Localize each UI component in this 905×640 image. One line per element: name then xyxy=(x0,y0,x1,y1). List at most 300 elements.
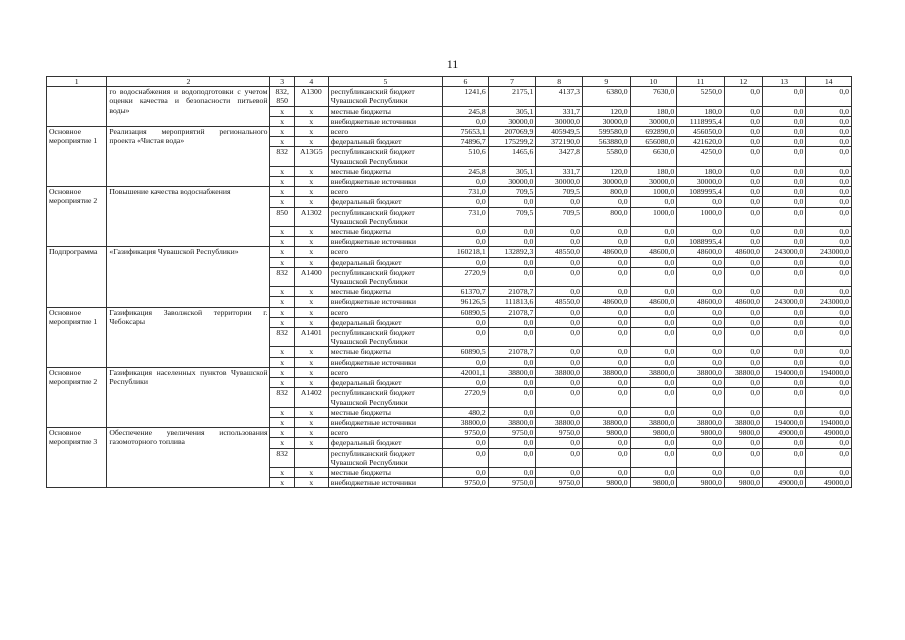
section-name: «Газификация Чувашской Республики» xyxy=(107,247,270,307)
amount-cell: 4137,3 xyxy=(536,87,583,106)
target-article-code: x xyxy=(294,378,328,388)
funding-source: местные бюджеты xyxy=(328,347,442,357)
amount-cell: 0,0 xyxy=(488,317,536,327)
amount-cell: 9800,0 xyxy=(582,428,630,438)
amount-cell: 0,0 xyxy=(443,438,489,448)
amount-cell: 0,0 xyxy=(724,257,762,267)
amount-cell: 0,0 xyxy=(762,438,805,448)
amount-cell: 1118995,4 xyxy=(677,116,725,126)
amount-cell: 48550,0 xyxy=(536,297,583,307)
amount-cell: 30000,0 xyxy=(582,116,630,126)
funding-source: республиканский бюджет Чувашской Республики xyxy=(328,87,442,106)
amount-cell: 0,0 xyxy=(630,317,677,327)
section-name: го водоснабжения и водоподготовки с учетом оценки качества и безопасности питьевой воды» xyxy=(107,87,270,127)
amount-cell: 0,0 xyxy=(536,357,583,367)
amount-cell: 0,0 xyxy=(724,147,762,166)
amount-cell: 30000,0 xyxy=(488,177,536,187)
amount-cell: 0,0 xyxy=(536,197,583,207)
amount-cell: 0,0 xyxy=(630,378,677,388)
amount-cell: 60890,5 xyxy=(443,347,489,357)
amount-cell: 0,0 xyxy=(630,407,677,417)
target-article-code: x xyxy=(294,417,328,427)
gbrs-code: x xyxy=(270,417,294,427)
amount-cell: 48600,0 xyxy=(630,297,677,307)
section-label: Подпрограмма xyxy=(47,247,107,307)
funding-source: всего xyxy=(328,307,442,317)
column-header-3: 3 xyxy=(270,77,294,87)
target-article-code: x xyxy=(294,438,328,448)
gbrs-code: x xyxy=(270,116,294,126)
amount-cell: 0,0 xyxy=(677,197,725,207)
amount-cell: 243000,0 xyxy=(762,247,805,257)
amount-cell: 21078,7 xyxy=(488,287,536,297)
gbrs-code: 850 xyxy=(270,207,294,226)
amount-cell: 1465,6 xyxy=(488,147,536,166)
target-article-code: x xyxy=(294,428,328,438)
amount-cell: 1000,0 xyxy=(630,187,677,197)
target-article-code: А1402 xyxy=(294,388,328,407)
column-header-10: 10 xyxy=(630,77,677,87)
amount-cell: 0,0 xyxy=(677,407,725,417)
amount-cell: 0,0 xyxy=(582,467,630,477)
funding-source: федеральный бюджет xyxy=(328,257,442,267)
amount-cell: 9800,0 xyxy=(582,478,630,488)
amount-cell: 305,1 xyxy=(488,166,536,176)
target-article-code: А1300 xyxy=(294,87,328,106)
funding-source: всего xyxy=(328,187,442,197)
amount-cell: 0,0 xyxy=(762,177,805,187)
amount-cell: 30000,0 xyxy=(630,116,677,126)
amount-cell: 180,0 xyxy=(630,166,677,176)
amount-cell: 0,0 xyxy=(630,267,677,286)
amount-cell: 0,0 xyxy=(630,438,677,448)
amount-cell: 38800,0 xyxy=(677,417,725,427)
amount-cell: 38800,0 xyxy=(677,367,725,377)
gbrs-code: x xyxy=(270,378,294,388)
amount-cell: 38800,0 xyxy=(724,417,762,427)
amount-cell: 38800,0 xyxy=(582,417,630,427)
gbrs-code: x xyxy=(270,428,294,438)
amount-cell: 0,0 xyxy=(677,347,725,357)
amount-cell: 4250,0 xyxy=(677,147,725,166)
amount-cell: 0,0 xyxy=(630,257,677,267)
amount-cell: 0,0 xyxy=(443,257,489,267)
amount-cell: 0,0 xyxy=(724,267,762,286)
page-number: 11 xyxy=(446,57,459,71)
target-article-code xyxy=(294,448,328,467)
amount-cell: 0,0 xyxy=(488,267,536,286)
amount-cell: 0,0 xyxy=(806,347,852,357)
funding-source: внебюджетные источники xyxy=(328,237,442,247)
amount-cell: 48600,0 xyxy=(582,297,630,307)
amount-cell: 692890,0 xyxy=(630,127,677,137)
section-label: Основное мероприятие 1 xyxy=(47,307,107,367)
amount-cell: 0,0 xyxy=(762,147,805,166)
amount-cell: 0,0 xyxy=(488,467,536,477)
gbrs-code: x xyxy=(270,407,294,417)
section-label: Основное мероприятие 3 xyxy=(47,428,107,488)
budget-table xyxy=(46,76,852,488)
amount-cell: 0,0 xyxy=(582,317,630,327)
amount-cell: 0,0 xyxy=(806,328,852,347)
amount-cell: 0,0 xyxy=(724,347,762,357)
target-article-code: x xyxy=(294,478,328,488)
amount-cell: 5580,0 xyxy=(582,147,630,166)
gbrs-code: x xyxy=(270,177,294,187)
amount-cell: 1088995,4 xyxy=(677,237,725,247)
amount-cell: 372190,0 xyxy=(536,137,583,147)
amount-cell: 0,0 xyxy=(762,388,805,407)
amount-cell: 0,0 xyxy=(762,106,805,116)
amount-cell: 0,0 xyxy=(488,227,536,237)
amount-cell: 331,7 xyxy=(536,106,583,116)
amount-cell: 0,0 xyxy=(724,116,762,126)
amount-cell: 0,0 xyxy=(724,127,762,137)
amount-cell: 49000,0 xyxy=(762,428,805,438)
target-article-code: x xyxy=(294,317,328,327)
funding-source: местные бюджеты xyxy=(328,166,442,176)
target-article-code: x xyxy=(294,467,328,477)
amount-cell: 0,0 xyxy=(762,137,805,147)
amount-cell: 0,0 xyxy=(536,448,583,467)
amount-cell: 0,0 xyxy=(677,257,725,267)
section-name: Газификация Заволжской территории г. Чебоксары xyxy=(107,307,270,367)
target-article-code: x xyxy=(294,106,328,116)
section-label xyxy=(47,87,107,127)
funding-source: всего xyxy=(328,127,442,137)
amount-cell: 800,0 xyxy=(582,187,630,197)
target-article-code: x xyxy=(294,307,328,317)
amount-cell: 656080,0 xyxy=(630,137,677,147)
amount-cell: 2175,1 xyxy=(488,87,536,106)
amount-cell: 480,2 xyxy=(443,407,489,417)
table-row xyxy=(47,428,852,438)
amount-cell: 0,0 xyxy=(724,187,762,197)
amount-cell: 0,0 xyxy=(582,438,630,448)
amount-cell: 331,7 xyxy=(536,166,583,176)
amount-cell: 0,0 xyxy=(762,227,805,237)
amount-cell: 0,0 xyxy=(630,347,677,357)
amount-cell: 30000,0 xyxy=(582,177,630,187)
funding-source: всего xyxy=(328,247,442,257)
amount-cell: 0,0 xyxy=(582,328,630,347)
column-header-9: 9 xyxy=(582,77,630,87)
amount-cell: 0,0 xyxy=(806,237,852,247)
amount-cell: 0,0 xyxy=(443,467,489,477)
amount-cell: 0,0 xyxy=(806,116,852,126)
amount-cell: 49000,0 xyxy=(806,428,852,438)
amount-cell: 38800,0 xyxy=(630,417,677,427)
funding-source: внебюджетные источники xyxy=(328,116,442,126)
amount-cell: 709,5 xyxy=(488,207,536,226)
amount-cell: 0,0 xyxy=(724,197,762,207)
amount-cell: 194000,0 xyxy=(762,367,805,377)
amount-cell: 709,5 xyxy=(536,187,583,197)
amount-cell: 0,0 xyxy=(582,287,630,297)
section-label: Основное мероприятие 2 xyxy=(47,367,107,427)
amount-cell: 0,0 xyxy=(677,467,725,477)
amount-cell: 405949,5 xyxy=(536,127,583,137)
table-row xyxy=(47,247,852,257)
section-label: Основное мероприятие 1 xyxy=(47,127,107,187)
amount-cell: 0,0 xyxy=(582,267,630,286)
funding-source: федеральный бюджет xyxy=(328,317,442,327)
amount-cell: 0,0 xyxy=(806,137,852,147)
table-row xyxy=(47,187,852,197)
amount-cell: 0,0 xyxy=(724,378,762,388)
amount-cell: 0,0 xyxy=(724,237,762,247)
amount-cell: 0,0 xyxy=(806,287,852,297)
funding-source: местные бюджеты xyxy=(328,287,442,297)
column-header-14: 14 xyxy=(806,77,852,87)
section-name: Газификация населенных пунктов Чувашской Республики xyxy=(107,367,270,427)
amount-cell: 180,0 xyxy=(630,106,677,116)
section-name: Реализация мероприятий регионального проекта «Чистая вода» xyxy=(107,127,270,187)
table-row xyxy=(47,307,852,317)
amount-cell: 0,0 xyxy=(488,357,536,367)
amount-cell: 0,0 xyxy=(536,438,583,448)
amount-cell: 0,0 xyxy=(677,307,725,317)
target-article-code: x xyxy=(294,127,328,137)
amount-cell: 0,0 xyxy=(724,227,762,237)
amount-cell: 0,0 xyxy=(630,237,677,247)
amount-cell: 0,0 xyxy=(536,227,583,237)
amount-cell: 0,0 xyxy=(536,407,583,417)
amount-cell: 48600,0 xyxy=(677,297,725,307)
amount-cell: 49000,0 xyxy=(806,478,852,488)
amount-cell: 0,0 xyxy=(488,237,536,247)
target-article-code: x xyxy=(294,347,328,357)
gbrs-code: 832 xyxy=(270,448,294,467)
gbrs-code: x xyxy=(270,438,294,448)
funding-source: республиканский бюджет Чувашской Республики xyxy=(328,328,442,347)
amount-cell: 0,0 xyxy=(724,207,762,226)
gbrs-code: x xyxy=(270,467,294,477)
amount-cell: 0,0 xyxy=(724,328,762,347)
amount-cell: 0,0 xyxy=(488,448,536,467)
amount-cell: 0,0 xyxy=(677,378,725,388)
target-article-code: x xyxy=(294,297,328,307)
amount-cell: 0,0 xyxy=(677,227,725,237)
gbrs-code: 832 xyxy=(270,388,294,407)
amount-cell: 0,0 xyxy=(677,287,725,297)
funding-source: внебюджетные источники xyxy=(328,297,442,307)
amount-cell: 175299,2 xyxy=(488,137,536,147)
amount-cell: 0,0 xyxy=(488,378,536,388)
amount-cell: 0,0 xyxy=(630,287,677,297)
amount-cell: 709,5 xyxy=(536,207,583,226)
column-header-11: 11 xyxy=(677,77,725,87)
column-header-7: 7 xyxy=(488,77,536,87)
amount-cell: 1000,0 xyxy=(630,207,677,226)
target-article-code: x xyxy=(294,237,328,247)
amount-cell: 0,0 xyxy=(806,87,852,106)
amount-cell: 0,0 xyxy=(630,227,677,237)
funding-source: всего xyxy=(328,428,442,438)
amount-cell: 0,0 xyxy=(582,388,630,407)
amount-cell: 1089995,4 xyxy=(677,187,725,197)
amount-cell: 9750,0 xyxy=(536,428,583,438)
column-header-6: 6 xyxy=(443,77,489,87)
amount-cell: 0,0 xyxy=(806,177,852,187)
gbrs-code: 832 xyxy=(270,328,294,347)
amount-cell: 9800,0 xyxy=(724,428,762,438)
funding-source: внебюджетные источники xyxy=(328,357,442,367)
gbrs-code: 832, 850 xyxy=(270,87,294,106)
target-article-code: x xyxy=(294,357,328,367)
funding-source: федеральный бюджет xyxy=(328,378,442,388)
amount-cell: 0,0 xyxy=(536,378,583,388)
funding-source: республиканский бюджет Чувашской Республики xyxy=(328,388,442,407)
amount-cell: 800,0 xyxy=(582,207,630,226)
amount-cell: 0,0 xyxy=(582,307,630,317)
amount-cell: 0,0 xyxy=(724,467,762,477)
column-header-5: 5 xyxy=(328,77,442,87)
amount-cell: 38800,0 xyxy=(536,417,583,427)
amount-cell: 48600,0 xyxy=(630,247,677,257)
amount-cell: 30000,0 xyxy=(677,177,725,187)
amount-cell: 0,0 xyxy=(724,166,762,176)
amount-cell: 48550,0 xyxy=(536,247,583,257)
funding-source: республиканский бюджет Чувашской Республики xyxy=(328,207,442,226)
amount-cell: 180,0 xyxy=(677,166,725,176)
funding-source: республиканский бюджет Чувашской Республики xyxy=(328,448,442,467)
amount-cell: 0,0 xyxy=(488,197,536,207)
amount-cell: 0,0 xyxy=(762,287,805,297)
gbrs-code: x xyxy=(270,197,294,207)
amount-cell: 1000,0 xyxy=(677,207,725,226)
amount-cell: 2720,9 xyxy=(443,267,489,286)
amount-cell: 0,0 xyxy=(677,357,725,367)
amount-cell: 0,0 xyxy=(443,237,489,247)
amount-cell: 111813,6 xyxy=(488,297,536,307)
column-header-1: 1 xyxy=(47,77,107,87)
header-row xyxy=(47,77,852,87)
amount-cell: 0,0 xyxy=(677,438,725,448)
gbrs-code: x xyxy=(270,357,294,367)
amount-cell: 245,8 xyxy=(443,166,489,176)
section-label: Основное мероприятие 2 xyxy=(47,187,107,247)
amount-cell: 120,0 xyxy=(582,106,630,116)
target-article-code: x xyxy=(294,247,328,257)
funding-source: республиканский бюджет Чувашской Республики xyxy=(328,267,442,286)
amount-cell: 2720,9 xyxy=(443,388,489,407)
amount-cell: 0,0 xyxy=(443,357,489,367)
amount-cell: 0,0 xyxy=(582,448,630,467)
amount-cell: 0,0 xyxy=(762,267,805,286)
amount-cell: 9750,0 xyxy=(443,428,489,438)
amount-cell: 21078,7 xyxy=(488,307,536,317)
table-row xyxy=(47,87,852,106)
gbrs-code: x xyxy=(270,127,294,137)
amount-cell: 243000,0 xyxy=(806,247,852,257)
amount-cell: 0,0 xyxy=(536,307,583,317)
amount-cell: 510,6 xyxy=(443,147,489,166)
amount-cell: 30000,0 xyxy=(488,116,536,126)
amount-cell: 38800,0 xyxy=(630,367,677,377)
gbrs-code: x xyxy=(270,166,294,176)
gbrs-code: x xyxy=(270,257,294,267)
amount-cell: 0,0 xyxy=(762,328,805,347)
gbrs-code: x xyxy=(270,307,294,317)
target-article-code: x xyxy=(294,137,328,147)
amount-cell: 38800,0 xyxy=(443,417,489,427)
amount-cell: 207069,9 xyxy=(488,127,536,137)
amount-cell: 456050,0 xyxy=(677,127,725,137)
gbrs-code: x xyxy=(270,367,294,377)
amount-cell: 48600,0 xyxy=(724,297,762,307)
amount-cell: 0,0 xyxy=(806,207,852,226)
amount-cell: 0,0 xyxy=(762,467,805,477)
amount-cell: 0,0 xyxy=(724,106,762,116)
amount-cell: 0,0 xyxy=(536,257,583,267)
funding-source: местные бюджеты xyxy=(328,407,442,417)
target-article-code: x xyxy=(294,257,328,267)
amount-cell: 42001,1 xyxy=(443,367,489,377)
funding-source: местные бюджеты xyxy=(328,467,442,477)
amount-cell: 0,0 xyxy=(630,328,677,347)
amount-cell: 160218,1 xyxy=(443,247,489,257)
target-article-code: А1302 xyxy=(294,207,328,226)
amount-cell: 0,0 xyxy=(806,448,852,467)
amount-cell: 194000,0 xyxy=(806,367,852,377)
section-name: Повышение качества водоснабжения xyxy=(107,187,270,247)
amount-cell: 0,0 xyxy=(443,317,489,327)
amount-cell: 21078,7 xyxy=(488,347,536,357)
amount-cell: 0,0 xyxy=(762,448,805,467)
amount-cell: 0,0 xyxy=(443,227,489,237)
amount-cell: 563880,0 xyxy=(582,137,630,147)
amount-cell: 305,1 xyxy=(488,106,536,116)
amount-cell: 0,0 xyxy=(724,448,762,467)
amount-cell: 0,0 xyxy=(762,257,805,267)
funding-source: федеральный бюджет xyxy=(328,438,442,448)
amount-cell: 0,0 xyxy=(724,438,762,448)
amount-cell: 0,0 xyxy=(630,307,677,317)
target-article-code: x xyxy=(294,166,328,176)
amount-cell: 0,0 xyxy=(677,317,725,327)
amount-cell: 0,0 xyxy=(630,388,677,407)
amount-cell: 0,0 xyxy=(443,177,489,187)
target-article-code: x xyxy=(294,197,328,207)
amount-cell: 0,0 xyxy=(724,177,762,187)
amount-cell: 132892,3 xyxy=(488,247,536,257)
funding-source: федеральный бюджет xyxy=(328,197,442,207)
funding-source: внебюджетные источники xyxy=(328,417,442,427)
amount-cell: 38800,0 xyxy=(488,417,536,427)
amount-cell: 0,0 xyxy=(806,407,852,417)
amount-cell: 0,0 xyxy=(806,438,852,448)
gbrs-code: 832 xyxy=(270,267,294,286)
amount-cell: 9800,0 xyxy=(677,428,725,438)
amount-cell: 0,0 xyxy=(630,448,677,467)
amount-cell: 38800,0 xyxy=(724,367,762,377)
amount-cell: 9750,0 xyxy=(536,478,583,488)
amount-cell: 96126,5 xyxy=(443,297,489,307)
amount-cell: 0,0 xyxy=(582,357,630,367)
amount-cell: 194000,0 xyxy=(762,417,805,427)
amount-cell: 30000,0 xyxy=(536,177,583,187)
gbrs-code: x xyxy=(270,297,294,307)
amount-cell: 0,0 xyxy=(762,127,805,137)
amount-cell: 9800,0 xyxy=(630,478,677,488)
amount-cell: 5250,0 xyxy=(677,87,725,106)
amount-cell: 0,0 xyxy=(536,287,583,297)
amount-cell: 9750,0 xyxy=(443,478,489,488)
amount-cell: 0,0 xyxy=(443,197,489,207)
amount-cell: 0,0 xyxy=(443,378,489,388)
amount-cell: 0,0 xyxy=(582,257,630,267)
